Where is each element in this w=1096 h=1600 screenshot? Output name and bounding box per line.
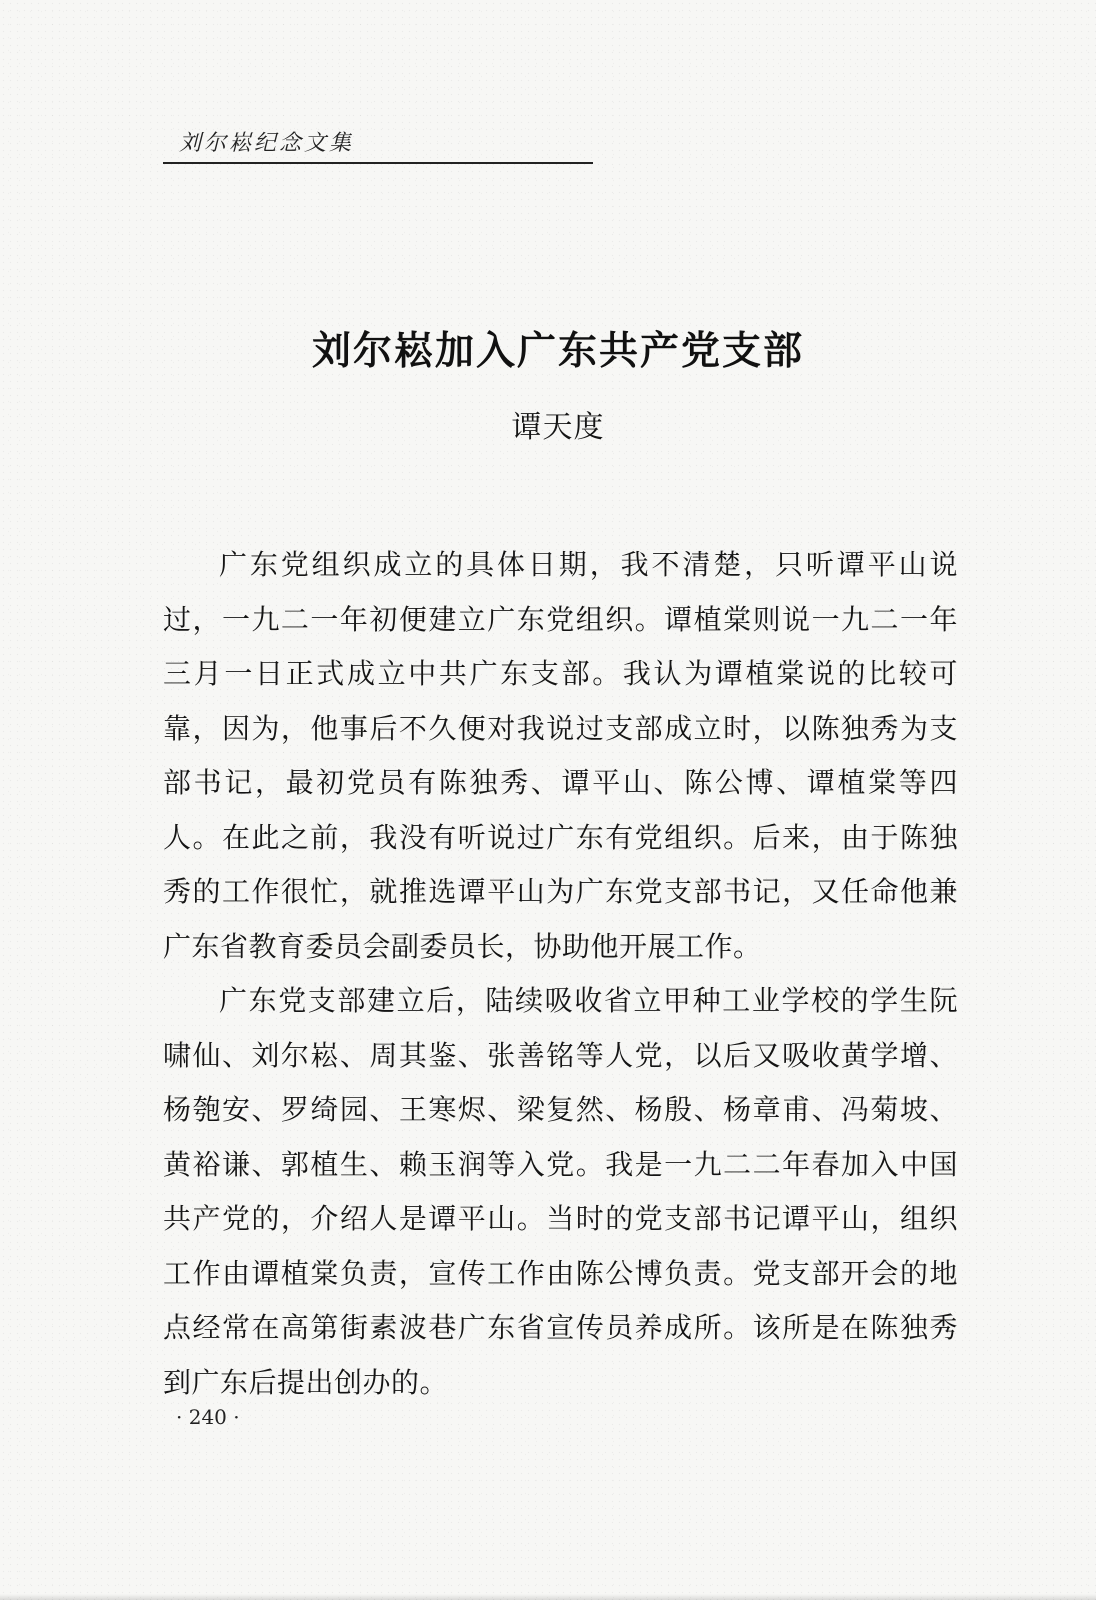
paragraph: 广东党支部建立后，陆续吸收省立甲种工业学校的学生阮啸仙、刘尔崧、周其鉴、张善铭等人党，以后又吸收黄学增、杨匏安、罗绮园、王寒烬、梁复然、杨殷、杨章甫、冯菊坡、黄裕谦、郭植生、赖玉润等入党。我是一九二二年春加入中国共产党的，介绍人是谭平山。当时的党支部书记谭平山，组织工作由谭植棠负责，宣传工作由陈公博负责。党支部开会的地点经常在高第街素波巷广东省宣传员养成所。该所是在陈独秀到广东后提出创办的。 <box>163 984 958 1399</box>
article-title: 刘尔崧加入广东共产党支部 <box>311 329 804 374</box>
running-header <box>163 118 593 164</box>
page-number: · 240 · <box>176 1405 240 1429</box>
scan-edge-shadow <box>0 1594 1096 1600</box>
paragraph: 广东党组织成立的具体日期，我不清楚，只听谭平山说过，一九二一年初便建立广东党组织。谭植棠则说一九二一年三月一日正式成立中共广东支部。我认为谭植棠说的比较可靠，因为，他事后不久便对我说过支部成立时，以陈独秀为支部书记，最初党员有陈独秀、谭平山、陈公博、谭植棠等四人。在此之前，我没有听说过广东有党组织。后来，由于陈独秀的工作很忙，就推选谭平山为广东党支部书记，又任命他兼广东省教育委员会副委员长，协助他开展工作。 <box>163 548 958 963</box>
article-author: 谭天度 <box>511 410 605 445</box>
running-header-title: 刘尔崧纪念文集 <box>179 131 355 156</box>
article-body <box>163 538 958 1410</box>
